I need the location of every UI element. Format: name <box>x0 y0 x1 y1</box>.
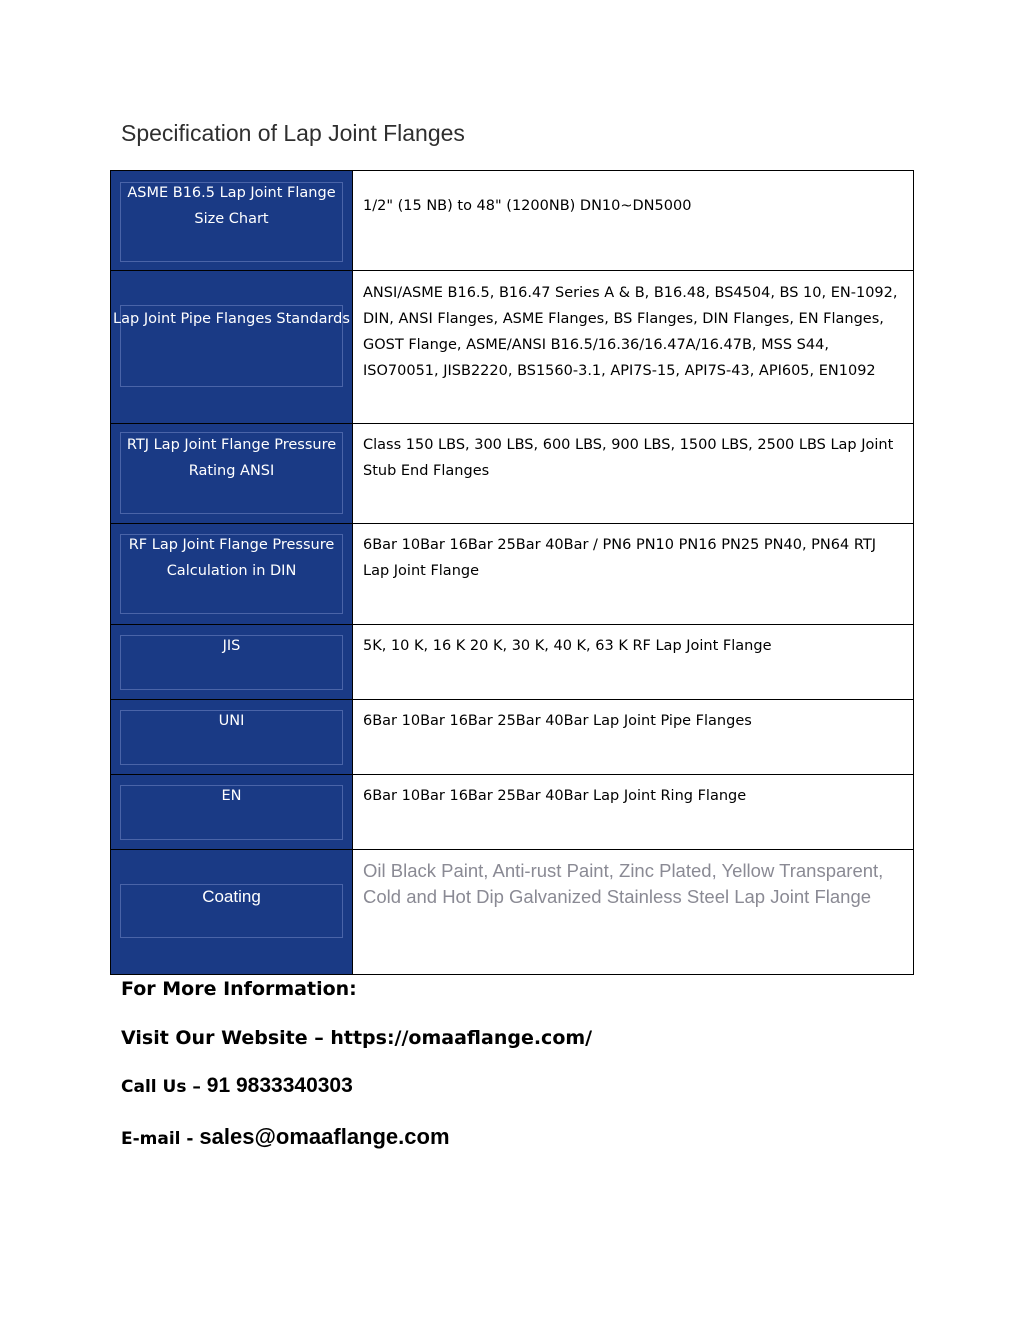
row-label: Coating <box>202 887 261 906</box>
row-value: 5K, 10 K, 16 K 20 K, 30 K, 40 K, 63 K RF Lap Joint Flange <box>353 625 914 700</box>
row-value: Oil Black Paint, Anti-rust Paint, Zinc Plated, Yellow Transparent, Cold and Hot Dip Galvanized Stainless Steel Lap Joint Flange <box>353 850 914 975</box>
row-label-cell <box>111 850 353 975</box>
row-value: 6Bar 10Bar 16Bar 25Bar 40Bar Lap Joint Ring Flange <box>353 775 914 850</box>
call-us-line <box>121 1074 353 1098</box>
phone-number[interactable]: 91 9833340303 <box>206 1074 353 1097</box>
row-label-cell <box>111 775 353 850</box>
website-link[interactable]: Visit Our Website – https://omaaflange.com/ <box>121 1027 593 1049</box>
email-address[interactable]: sales@omaaflange.com <box>199 1124 450 1149</box>
row-label-cell <box>111 700 353 775</box>
table-row <box>111 171 914 271</box>
row-label: RTJ Lap Joint Flange Pressure Rating ANSI <box>126 437 337 479</box>
row-label: UNI <box>218 713 245 729</box>
table-row <box>111 424 914 524</box>
more-info-heading: For More Information: <box>121 978 357 1000</box>
row-value: ANSI/ASME B16.5, B16.47 Series A & B, B16.48, BS4504, BS 10, EN-1092, DIN, ANSI Flanges, ASME Flanges, BS Flanges, DIN Flanges, EN Flanges, GOST Flange, ASME/ANSI B16.5/16.36/16.47A/16.47B, MSS S44, ISO70051, JISB2220, BS1560-3.1, API7S-15, API7S-43, API605, EN1092 <box>353 271 914 424</box>
table-row <box>111 775 914 850</box>
row-label: Lap Joint Pipe Flanges Standards <box>113 311 350 327</box>
table-row <box>111 850 914 975</box>
table-row <box>111 700 914 775</box>
table-row <box>111 271 914 424</box>
row-value: 1/2" (15 NB) to 48" (1200NB) DN10~DN5000 <box>353 171 914 271</box>
row-label-cell <box>111 171 353 271</box>
row-label-cell <box>111 271 353 424</box>
email-line <box>121 1124 450 1150</box>
row-label-cell <box>111 424 353 524</box>
row-label: EN <box>221 788 242 804</box>
row-label: JIS <box>222 638 241 654</box>
spec-table <box>110 170 914 975</box>
row-value: Class 150 LBS, 300 LBS, 600 LBS, 900 LBS, 1500 LBS, 2500 LBS Lap Joint Stub End Flanges <box>353 424 914 524</box>
email-label: E-mail - <box>121 1129 194 1149</box>
table-row <box>111 625 914 700</box>
row-label-cell <box>111 625 353 700</box>
row-label-cell <box>111 524 353 625</box>
row-label: ASME B16.5 Lap Joint Flange Size Chart <box>127 185 336 227</box>
page-title: Specification of Lap Joint Flanges <box>121 120 465 146</box>
row-label: RF Lap Joint Flange Pressure Calculation in DIN <box>128 537 335 579</box>
table-row <box>111 524 914 625</box>
call-label: Call Us – <box>121 1077 201 1097</box>
row-value: 6Bar 10Bar 16Bar 25Bar 40Bar Lap Joint Pipe Flanges <box>353 700 914 775</box>
row-value: 6Bar 10Bar 16Bar 25Bar 40Bar / PN6 PN10 PN16 PN25 PN40, PN64 RTJ Lap Joint Flange <box>353 524 914 625</box>
